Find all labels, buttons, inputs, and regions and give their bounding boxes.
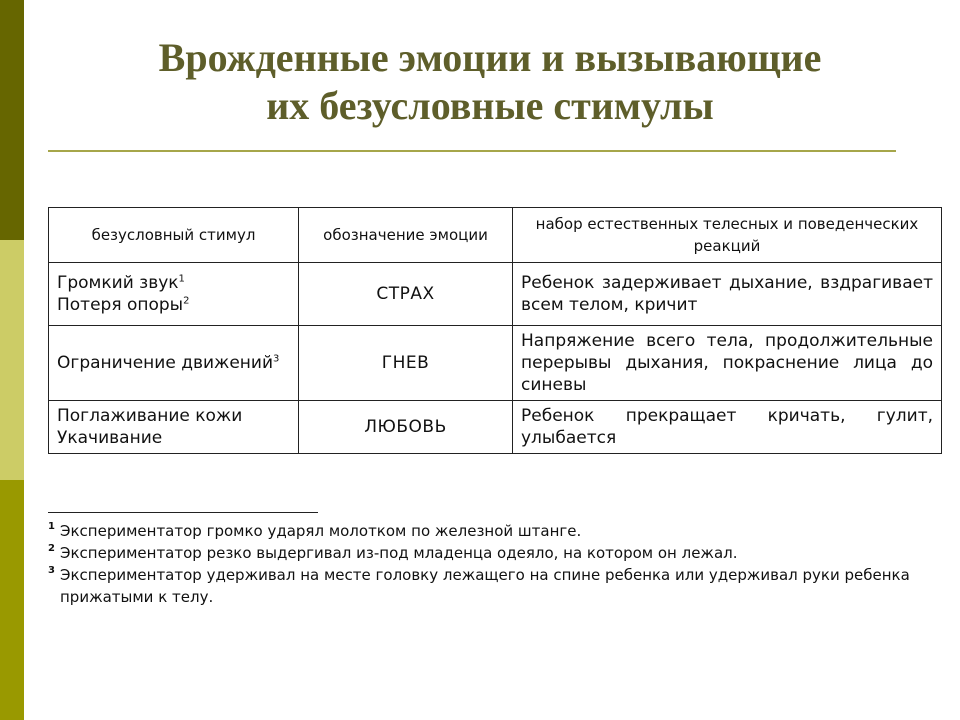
footnote-mark: 3 (48, 565, 55, 576)
side-bar-top (0, 0, 24, 240)
header-reactions: набор естественных телесных и поведенческих реакций (513, 208, 942, 263)
footnote (48, 542, 928, 564)
reactions-cell: Ребенок задерживает дыхание, вздрагивает всем телом, кричит (513, 263, 942, 326)
footnote-text: Экспериментатор удерживал на месте головку лежащего на спине ребенка или удерживал руки ребенка прижатыми к телу. (60, 566, 910, 606)
footnote-text: Экспериментатор резко выдергивал из-под младенца одеяло, на котором он лежал. (60, 544, 738, 562)
stimulus-item: Громкий звук$^1$ (57, 273, 185, 293)
footnote-text: Экспериментатор громко ударял молотком по железной штанге. (60, 522, 582, 540)
footnote-ref: 2 (183, 295, 190, 307)
table-row (49, 263, 942, 326)
stimulus-cell (49, 326, 299, 401)
stimulus-cell (49, 401, 299, 454)
reactions-cell: Ребенок прекращает кричать, гулит, улыбается (513, 401, 942, 454)
stimulus-cell (49, 263, 299, 326)
side-bar-middle (0, 240, 24, 480)
stimulus-item: Укачивание (57, 428, 163, 448)
stimulus-item: Ограничение движений$^3$ (57, 353, 280, 373)
header-emotion: обозначение эмоции (299, 208, 513, 263)
emotion-cell: ГНЕВ (299, 326, 513, 401)
footnote-divider (48, 512, 318, 513)
emotions-table (48, 207, 942, 454)
footnote (48, 564, 928, 608)
reactions-cell: Напряжение всего тела, продолжительные перерывы дыхания, покраснение лица до синевы (513, 326, 942, 401)
page-title (60, 34, 920, 130)
table-row (49, 326, 942, 401)
footnote (48, 520, 928, 542)
title-line-1: Врожденные эмоции и вызывающие (158, 35, 822, 80)
footnote-mark: 2 (48, 543, 55, 554)
emotion-cell: СТРАХ (299, 263, 513, 326)
stimulus-item: Поглаживание кожи (57, 406, 243, 426)
title-line-2: их безусловные стимулы (266, 83, 714, 128)
title-divider (48, 150, 896, 152)
header-stimulus: безусловный стимул (49, 208, 299, 263)
side-bar-bottom (0, 480, 24, 720)
footnote-mark: 1 (48, 521, 55, 532)
footnotes (48, 520, 928, 608)
emotion-cell: ЛЮБОВЬ (299, 401, 513, 454)
table-row (49, 401, 942, 454)
footnote-ref: 1 (178, 273, 185, 285)
table-header-row (49, 208, 942, 263)
stimulus-item: Потеря опоры$^2$ (57, 295, 190, 315)
footnote-ref: 3 (273, 353, 280, 365)
